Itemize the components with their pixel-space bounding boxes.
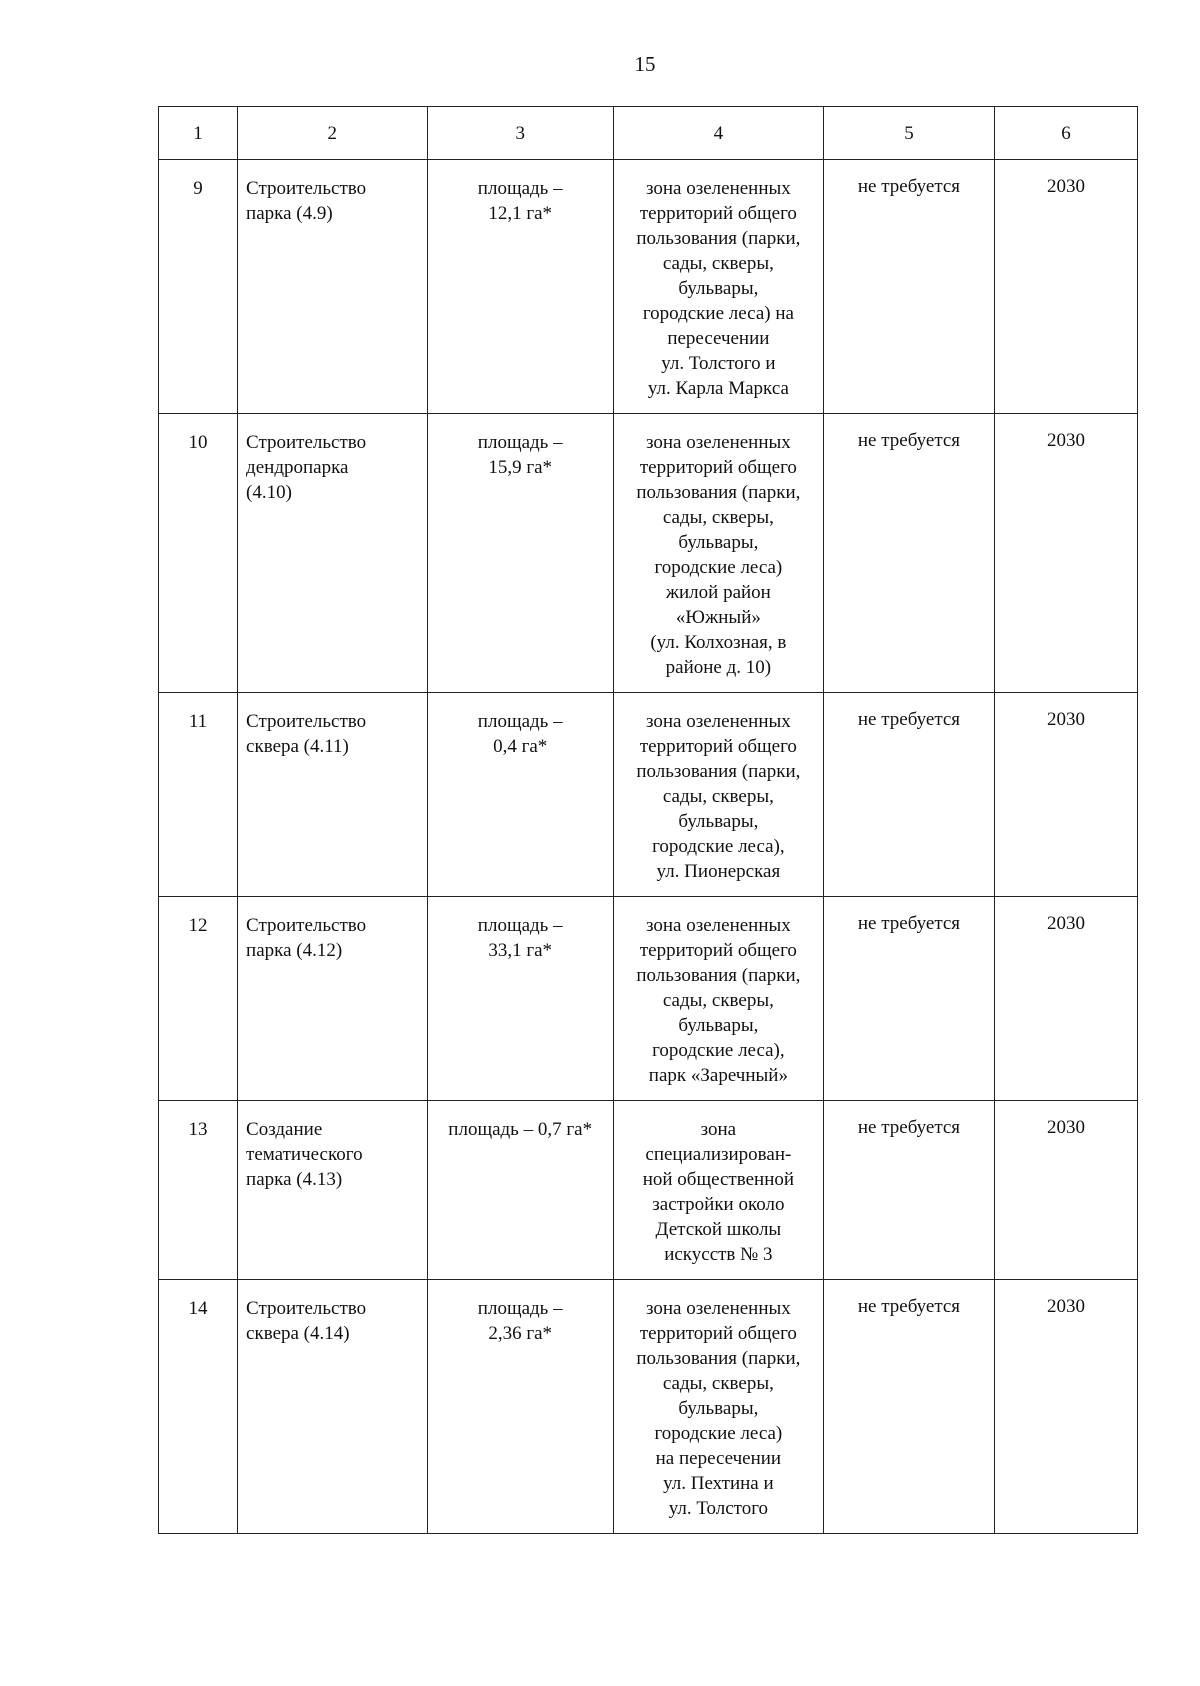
year-cell: 2030 — [995, 897, 1138, 1101]
requirement-cell: не требуется — [823, 693, 994, 897]
table-header-row — [159, 107, 1138, 160]
header-col-6: 6 — [995, 107, 1138, 160]
object-location: зона озелененных территорий общего пользования (парки, сады, скверы, бульвары, городские леса) на пересечении ул. Толстого и ул. Карла Маркса — [613, 160, 823, 414]
object-location: зона специализирован- ной общественной застройки около Детской школы искусств № 3 — [613, 1101, 823, 1280]
table-row — [159, 693, 1138, 897]
requirement-cell: не требуется — [823, 897, 994, 1101]
header-col-5: 5 — [823, 107, 994, 160]
requirement-cell: не требуется — [823, 1101, 994, 1280]
object-name: Строительство парка (4.9) — [238, 160, 428, 414]
object-parameter: площадь – 12,1 га* — [427, 160, 613, 414]
page-number: 15 — [634, 52, 656, 76]
row-number: 11 — [159, 693, 238, 897]
header-col-1: 1 — [159, 107, 238, 160]
table-row — [159, 1280, 1138, 1534]
table-row — [159, 1101, 1138, 1280]
header-col-4: 4 — [613, 107, 823, 160]
year-cell: 2030 — [995, 693, 1138, 897]
table-row — [159, 414, 1138, 693]
header-col-2: 2 — [238, 107, 428, 160]
object-name: Строительство дендропарка (4.10) — [238, 414, 428, 693]
year-cell: 2030 — [995, 414, 1138, 693]
requirement-cell: не требуется — [823, 414, 994, 693]
object-name: Строительство парка (4.12) — [238, 897, 428, 1101]
table-row — [159, 897, 1138, 1101]
object-name: Строительство сквера (4.14) — [238, 1280, 428, 1534]
object-parameter: площадь – 2,36 га* — [427, 1280, 613, 1534]
year-cell: 2030 — [995, 1280, 1138, 1534]
object-parameter: площадь – 0,4 га* — [427, 693, 613, 897]
object-location: зона озелененных территорий общего пользования (парки, сады, скверы, бульвары, городские леса), парк «Заречный» — [613, 897, 823, 1101]
object-parameter: площадь – 15,9 га* — [427, 414, 613, 693]
object-name: Строительство сквера (4.11) — [238, 693, 428, 897]
row-number: 10 — [159, 414, 238, 693]
year-cell: 2030 — [995, 160, 1138, 414]
table-row — [159, 160, 1138, 414]
object-location: зона озелененных территорий общего пользования (парки, сады, скверы, бульвары, городские леса) на пересечении ул. Пехтина и ул. Толстого — [613, 1280, 823, 1534]
header-col-3: 3 — [427, 107, 613, 160]
object-location: зона озелененных территорий общего пользования (парки, сады, скверы, бульвары, городские леса) жилой район «Южный» (ул. Колхозная, в районе д. 10) — [613, 414, 823, 693]
object-parameter: площадь – 33,1 га* — [427, 897, 613, 1101]
row-number: 13 — [159, 1101, 238, 1280]
row-number: 12 — [159, 897, 238, 1101]
planning-table — [158, 106, 1138, 1534]
object-location: зона озелененных территорий общего пользования (парки, сады, скверы, бульвары, городские леса), ул. Пионерская — [613, 693, 823, 897]
row-number: 14 — [159, 1280, 238, 1534]
object-parameter: площадь – 0,7 га* — [427, 1101, 613, 1280]
row-number: 9 — [159, 160, 238, 414]
year-cell: 2030 — [995, 1101, 1138, 1280]
object-name: Создание тематического парка (4.13) — [238, 1101, 428, 1280]
requirement-cell: не требуется — [823, 1280, 994, 1534]
requirement-cell: не требуется — [823, 160, 994, 414]
